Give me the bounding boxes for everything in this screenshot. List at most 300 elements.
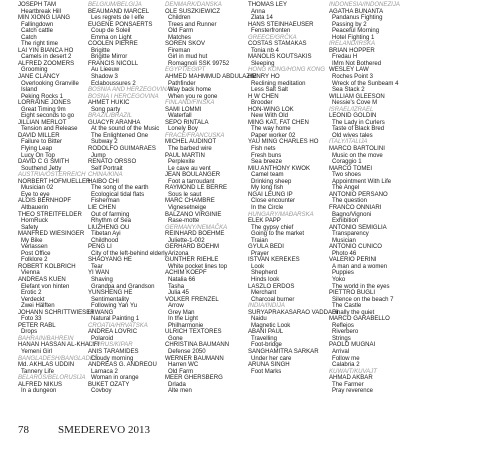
photo-title: Eight seconds to go: [21, 113, 75, 120]
photographer-name: ANTONIO SEMIGLIA: [329, 224, 387, 231]
photo-title: Arizona: [168, 250, 189, 257]
photographer-name: YAU MING CHARLES HO: [248, 139, 319, 146]
entries-column-3: [165, 2, 257, 395]
photographer-name: ROBERT KOLBRICH: [18, 263, 76, 270]
photo-title: My long fish: [251, 185, 284, 192]
photo-title: Pray reverence: [332, 388, 374, 395]
photographer-name: MING KAT, FAT CHEN: [248, 119, 309, 126]
photographer-name: HENRY HO: [248, 74, 280, 81]
photo-title: Merchant: [251, 290, 277, 297]
photographer-name: RODOLFO GUIMARAES: [88, 146, 156, 153]
photographer-name: ALFRED ZOOMERS: [18, 60, 75, 67]
photographer-name: ELEK PAPP: [248, 218, 281, 225]
country-heading: INDIA/INDIJA: [248, 303, 285, 310]
photographer-name: DAVID MILLER: [18, 132, 60, 139]
photo-title: Photo 46: [332, 250, 357, 257]
photographer-name: MANFRED WIESINGER: [18, 231, 85, 238]
country-heading: AUSTRIA/ÖSTERREICH: [18, 172, 86, 179]
photo-title: Elefant von hinten: [21, 283, 70, 290]
photo-title: Cloudy morning: [91, 355, 134, 362]
photographer-name: ALFRED NIKUS: [18, 381, 63, 388]
photo-title: Camels in desert 2: [21, 54, 72, 61]
photo-title: Childhood: [91, 237, 119, 244]
photographer-name: GYULA BEDI: [248, 244, 284, 251]
country-heading: DENMARK/DANSKA: [165, 2, 222, 8]
photographer-name: MANOLIS KOUTSAKIS: [248, 54, 312, 61]
country-heading: INDONESIA/INDONEZIJA: [329, 2, 400, 8]
photographer-name: RENATO ORSSO: [88, 159, 137, 166]
photographer-name: VOLKER FRENZEL: [165, 296, 219, 303]
photo-title: Coup de Soleil: [91, 28, 131, 35]
photographer-name: COSTAS STAMAKAS: [248, 41, 307, 48]
photo-title: Travelling: [251, 335, 277, 342]
photo-title: City of the left-behind elderly: [91, 250, 168, 257]
photographer-name: SHAOYANG HE: [88, 257, 132, 264]
photographer-name: BUKET OZATY: [88, 381, 130, 388]
country-heading: CHINA/KINA: [88, 172, 123, 179]
photo-title: Two shoes: [332, 172, 361, 179]
photo-title: Girl in mud hut: [168, 54, 208, 61]
photo-title: The song of the earth: [91, 185, 149, 192]
photo-title: Natalia 66: [168, 276, 196, 283]
photographer-name: ANIS TARAMIDES: [88, 348, 139, 355]
photographer-name: ANTONIO CUNICO: [329, 244, 382, 251]
photo-title: Post Office: [21, 250, 51, 257]
photo-title: Philharmonie: [168, 322, 204, 329]
entries-column-2: [88, 2, 172, 395]
photographer-name: OLE SUSZKIEWICZ: [165, 8, 221, 15]
photographer-name: WERNER BAUMANN: [165, 355, 224, 362]
photographer-name: LIUZHENG OU: [88, 224, 130, 231]
photo-title: Eye to eye: [21, 191, 50, 198]
photo-title: Covboy: [91, 388, 112, 395]
photographer-name: GERHARD BOEHM: [165, 244, 220, 251]
country-heading: GERMANY/NEMAČKA: [165, 224, 228, 231]
photo-title: Follow me: [332, 355, 360, 362]
photo-title: Look: [251, 263, 265, 270]
photo-title: Fish nets: [251, 146, 276, 153]
photographer-name: SANGHAMITRA SARKAR: [248, 348, 319, 355]
photo-title: When you re gone: [168, 93, 218, 100]
photo-title: Brooder: [251, 100, 273, 107]
photographer-name: DAVID C G SMITH: [18, 159, 69, 166]
photo-title: Fresh buns: [251, 152, 282, 159]
photo-title: Jump: [91, 152, 106, 159]
photographer-name: JILLIAN MERLOT: [18, 119, 67, 126]
photo-title: Altbauerin: [21, 204, 49, 211]
photo-title: Following Yan Yu: [91, 303, 138, 310]
photo-title: Waterfall: [168, 113, 192, 120]
country-heading: CYPRUS/KIPAR: [88, 342, 133, 349]
country-heading: BAHRAIN/BAHREIN: [18, 335, 74, 342]
photo-title: The world in the eyes: [332, 283, 390, 290]
photo-title: Anna: [251, 8, 266, 15]
photo-title: Southend Jetty: [21, 165, 62, 172]
photo-title: Foot Marks: [251, 368, 282, 375]
entries-area: [18, 2, 478, 402]
country-heading: CROATIA/HRVATSKA: [88, 322, 148, 329]
photo-title: The Lady in Curlers: [332, 119, 385, 126]
photo-title: New With Old: [251, 113, 288, 120]
photo-title: The way home: [251, 126, 291, 133]
photographer-name: HAIBO CHI: [88, 178, 119, 185]
photographer-name: JANE CLANCY: [18, 74, 60, 81]
photo-title: Defense 2050: [168, 348, 206, 355]
photo-title: Ecological tidal flats: [91, 191, 145, 198]
photo-title: Close encounter: [251, 198, 296, 205]
photographer-name: MIU ANTHONY KWOK: [248, 165, 311, 172]
photo-title: Foto 33: [21, 316, 42, 323]
photographer-name: EUGENE PONSAERTS: [88, 21, 153, 28]
photo-title: Old Farm: [168, 28, 194, 35]
photographer-name: MEER GHERSBERG: [165, 375, 223, 382]
photo-title: Emma on Light: [91, 34, 132, 41]
photographer-name: JOSEPH TAM: [18, 2, 57, 8]
photographer-name: FRANCIS NICOLL: [88, 60, 139, 67]
photo-title: Zlata 14: [251, 15, 273, 22]
photo-title: Transparency: [332, 231, 369, 238]
photographer-name: BEAUMAND MARCEL: [88, 8, 150, 15]
photo-title: Julia 45: [168, 290, 189, 297]
photographer-name: ANDREAS G. ANDREOU: [88, 362, 157, 369]
photographer-name: RAYMOND LE BERRE: [165, 185, 228, 192]
photo-title: At the sound of the Music: [91, 126, 160, 133]
photographer-name: MARC CHAMBRE: [165, 198, 215, 205]
photo-title: Paper worker 02: [251, 132, 296, 139]
photo-title: Children: [168, 15, 191, 22]
photo-title: Fensterfronten: [251, 28, 291, 35]
photo-title: The Castle: [332, 303, 362, 310]
photo-title: Out of farming: [91, 211, 130, 218]
photo-title: Appointment With Life: [332, 178, 392, 185]
photo-title: Brigitte: [91, 47, 110, 54]
photo-title: Shadow 3: [91, 74, 118, 81]
photo-title: Alte men: [168, 388, 192, 395]
photographer-name: MICHEL AUDINOT: [165, 139, 217, 146]
photo-title: Lucy On Top: [21, 152, 55, 159]
photo-title: Peking Rocks 1: [21, 93, 64, 100]
photographer-name: ACHIM KOEPF: [165, 270, 207, 277]
photo-title: Sea breeze: [251, 159, 282, 166]
photo-title: White pocket lines top: [168, 263, 228, 270]
photo-title: Sea Stack 2: [332, 87, 365, 94]
country-heading: BRAZIL/BRAZIL: [88, 113, 133, 120]
photo-title: Eclaboussures 2: [91, 80, 136, 87]
photographer-name: PAUL MARTIN: [165, 152, 205, 159]
photographer-name: ABANI PAUL: [248, 329, 284, 336]
photo-title: Peaceful Morning: [332, 28, 380, 35]
photo-title: Music on the move: [332, 152, 383, 159]
photo-title: In the Light: [168, 316, 198, 323]
photo-title: Rhythm of Sea: [91, 218, 131, 225]
country-heading: BELGIUM/BELGIJA: [88, 2, 142, 8]
photo-title: Sentimentality: [91, 296, 129, 303]
photo-title: Prayer: [251, 250, 269, 257]
photo-title: Tibetan Ayi: [91, 231, 121, 238]
photo-title: Strings: [332, 335, 351, 342]
photo-title: Way back home: [168, 87, 212, 94]
photographer-name: HANS STEINHAEUSER: [248, 21, 314, 28]
photographer-name: Md. AKHLAS UDDIN: [18, 362, 75, 369]
photographer-name: WESLEY LAW: [329, 67, 369, 74]
photo-title: Verdeckt: [21, 296, 45, 303]
photo-title: Pathfinder: [168, 80, 196, 87]
photo-title: Song party: [91, 106, 121, 113]
page-footer: [18, 424, 150, 436]
country-heading: FRACE/FRANCUSKA: [165, 132, 225, 139]
photo-title: HornRuck: [21, 218, 48, 225]
photographer-name: AGATHA BUNANTA: [329, 8, 384, 15]
photographer-name: AHMET HUKIC: [88, 100, 130, 107]
photographer-name: HON-WING LOK: [248, 106, 294, 113]
photo-title: Musician 02: [21, 185, 54, 192]
photographer-name: JEAN BOULANGER: [165, 172, 221, 179]
photo-title: Trees and Runner: [168, 21, 217, 28]
photographer-name: ARUNA SINGH: [248, 362, 290, 369]
photographer-name: MARCO GARABELLO: [329, 316, 390, 323]
photo-title: Catch: [21, 34, 37, 41]
photo-title: The Enlightened One: [91, 132, 149, 139]
photo-title: Failure to Bitter: [21, 139, 62, 146]
photo-title: Sleeping: [251, 60, 275, 67]
photo-title: IMm Not Bothered: [332, 60, 382, 67]
photo-title: Les regrets de l elfe: [91, 15, 145, 22]
photo-title: Tension and Release: [21, 126, 78, 133]
photo-title: Self Portrait: [91, 165, 123, 172]
photo-title: Hotel Fighting 1: [332, 34, 375, 41]
photographer-name: THEO STREITFELDER: [18, 211, 82, 218]
photographer-name: NGAI LEUNG IP: [248, 191, 293, 198]
photographer-name: LAI YIN BIANCA HO: [18, 47, 74, 54]
photo-title: Tannery Life: [21, 368, 54, 375]
photographer-name: AHMAD AKBAR: [329, 375, 373, 382]
photo-title: Gone: [168, 335, 183, 342]
country-heading: IRELAND/IRSKA: [329, 41, 376, 48]
photo-title: In a dungeon: [21, 388, 57, 395]
photo-title: Brigitte Mirror: [91, 54, 128, 61]
photo-title: Tonia nb 4: [251, 47, 279, 54]
photo-title: Drlada: [168, 381, 186, 388]
photographer-name: PIETTRO BUGLI: [329, 290, 376, 297]
photo-title: Safety: [21, 224, 39, 231]
photo-title: Matches: [168, 34, 191, 41]
photo-title: Vienna: [21, 270, 40, 277]
photo-title: The Angel: [332, 185, 360, 192]
photo-title: Reflejos: [332, 322, 354, 329]
photo-title: Subway 2: [91, 139, 118, 146]
country-heading: BOSNIA AND HERZEGOVINA/: [88, 87, 173, 94]
photographer-name: LI WANG: [88, 309, 114, 316]
photographer-name: ULRICH TEXTORES: [165, 329, 222, 336]
photo-title: Exhibition: [332, 218, 359, 225]
photo-title: Vignesetneige: [168, 204, 207, 211]
photographer-name: HANAN HASSAN AL-KHALIFI: [18, 342, 100, 349]
photo-title: Rase-motte: [168, 218, 200, 225]
photographer-name: ANDREA LOVRIC: [88, 329, 138, 336]
photo-title: Fireman: [168, 47, 191, 54]
photo-title: Harren WC: [168, 362, 199, 369]
photo-title: Heartbreak Hill: [21, 8, 61, 15]
photo-title: The gypsy chief: [251, 224, 294, 231]
country-heading: HONG KONG/HONG KONG: [248, 67, 325, 74]
photo-title: Arrow: [168, 303, 184, 310]
country-heading: GREECE/GRČKA: [248, 34, 297, 41]
photo-title: Traian: [251, 237, 268, 244]
photo-title: Wreck of the Sunbeam 4: [332, 80, 399, 87]
photo-title: Going to the market: [251, 231, 305, 238]
photographer-name: REINHARD BOEHME: [165, 231, 225, 238]
photo-title: Less Salt Salt: [251, 87, 288, 94]
photo-title: Taste of Black Bred: [332, 126, 385, 133]
photo-title: Riverbero: [332, 329, 359, 336]
photo-title: Fisherman: [91, 198, 120, 205]
photographer-name: GUACYR ARANHA: [88, 119, 141, 126]
photographer-name: SOREN SKOV: [165, 41, 205, 48]
photo-title: Le cave au vent: [168, 165, 211, 172]
photo-title: The Farmer: [332, 381, 364, 388]
photo-title: The question: [332, 198, 367, 205]
page-number: 78: [18, 424, 29, 436]
photographer-name: LORRAINE JONES: [18, 100, 71, 107]
photo-title: A man and a women: [332, 263, 388, 270]
photo-title: Foot a tarroudant: [168, 178, 215, 185]
photo-title: Bagno/Vignoni: [332, 211, 372, 218]
photographer-name: JOHANN SCHRITTWIESER: [18, 309, 95, 316]
photo-title: Yoko: [332, 276, 346, 283]
photo-title: Catch cattle: [21, 28, 53, 35]
photo-title: My Bike: [21, 237, 43, 244]
photographer-name: ALOIS BERNHOPF: [18, 198, 72, 205]
photographer-name: PETER RABL: [18, 322, 56, 329]
photo-title: Shepherd: [251, 270, 278, 277]
photo-title: Juliette-1-002: [168, 237, 205, 244]
country-heading: BANGLADESH/BANGLADEŠ: [18, 355, 98, 362]
entries-column-5: [329, 2, 400, 395]
photo-title: Magnetic Look: [251, 322, 291, 329]
photo-title: Shaving: [91, 276, 113, 283]
photographer-name: GUNTHER RIEHLE: [165, 257, 219, 264]
photographer-name: COOLEN PIERRE: [88, 41, 138, 48]
photographer-name: NORBERT HOFMUELLER: [18, 178, 91, 185]
photographer-name: WILLIAM GLEESON: [329, 93, 385, 100]
photo-title: Overlooking Granville: [21, 80, 79, 87]
photo-title: Finally the quiet: [332, 309, 375, 316]
photo-title: Romagnoli SSK 99752: [168, 60, 230, 67]
photographer-name: PAOLO MUGNAI: [329, 342, 376, 349]
photo-title: Tear: [91, 263, 103, 270]
photo-title: Grooming: [21, 67, 48, 74]
photographer-name: FRANCO ONNIARI: [329, 204, 382, 211]
photo-title: Folklore 2: [21, 257, 48, 264]
photo-title: Polaroid: [91, 335, 114, 342]
photographer-name: BALZANO VIRGINIE: [165, 211, 222, 218]
photographer-name: ANTONIO PERSANO: [329, 191, 388, 198]
photographer-name: LIE CHEN: [88, 204, 116, 211]
photo-title: Camel team: [251, 172, 284, 179]
photo-title: Arrival: [332, 348, 350, 355]
photographer-name: MIN XIONG LIANG: [18, 15, 71, 22]
photo-title: Charcoal burner: [251, 296, 295, 303]
photographer-name: AHMED MAHMMUD ABDULAZIM: [165, 74, 257, 81]
photo-title: Under her care: [251, 355, 292, 362]
photo-title: Au Lieeuw: [91, 67, 120, 74]
photo-title: Drops: [21, 329, 38, 336]
photographer-name: MARCO BARTOLINI: [329, 146, 385, 153]
country-heading: ITALY/ITALIJA: [329, 139, 368, 146]
photographer-name: LASZLO ERDOS: [248, 283, 295, 290]
photo-title: Flying Leap: [21, 146, 53, 153]
country-heading: EGYPT/EGIPT: [165, 67, 206, 74]
photographer-name: CHRISTINA BAUMANN: [165, 342, 230, 349]
photo-title: Zwei Hälften: [21, 303, 55, 310]
photo-title: Island: [21, 87, 38, 94]
country-heading: FINLAND/FINSKA: [165, 100, 215, 107]
country-heading: KUWAIT/KUVAJT: [329, 368, 377, 375]
photo-title: Old Farm: [168, 368, 194, 375]
photographer-name: BRIAN HOPPER: [329, 47, 375, 54]
country-heading: BOSNA I HERCEGOVINA: [88, 93, 159, 100]
photo-title: Fredau H: [332, 54, 358, 61]
photographer-name: ISTVAN KEREKES: [248, 257, 300, 264]
publication-title: SMEDEREVO 2013: [58, 424, 150, 436]
photo-title: Roches Point 3: [332, 74, 374, 81]
photographer-name: PENG LI: [88, 244, 112, 251]
photographer-name: VALERIO PERINI: [329, 257, 377, 264]
photo-title: Foot-bridge: [251, 342, 282, 349]
photo-title: Naidu: [251, 316, 267, 323]
photo-title: Fallingdown: [21, 21, 54, 28]
country-heading: BELARUS/BELORUSIJA: [18, 375, 86, 382]
photo-title: Tasha: [168, 283, 185, 290]
photo-title: Natural Painting 1: [91, 316, 140, 323]
photo-title: Great Timing 9m: [21, 106, 66, 113]
photo-title: Larnaca 2: [91, 368, 118, 375]
photo-title: Nessie's Cove M: [332, 100, 378, 107]
photo-title: Sous le saut: [168, 191, 202, 198]
photographer-name: H W CHEN: [248, 93, 279, 100]
photo-title: Passing by 2: [332, 21, 367, 28]
photo-title: Lonely Boy: [168, 126, 198, 133]
photo-title: The barbed wire: [168, 146, 212, 153]
photo-title: Erotic 2: [21, 290, 42, 297]
photo-title: Hinds look: [251, 276, 280, 283]
photo-title: Silence on the beach 7: [332, 296, 394, 303]
photo-title: Old wives tales: [332, 132, 373, 139]
photographer-name: YUNSHENG HE: [88, 290, 133, 297]
photo-title: Musician: [332, 237, 356, 244]
photo-title: Verlassen: [21, 244, 48, 251]
photographer-name: SURYAPRAKASARAO VADDADI: [248, 309, 339, 316]
photographer-name: MARCO TOMEI: [329, 165, 373, 172]
photo-title: Drinking sheep: [251, 178, 292, 185]
photographer-name: SEPO RINTALA: [165, 119, 209, 126]
photo-title: Grandpa and Grandson: [91, 283, 155, 290]
photo-title: Calabria 2: [332, 362, 360, 369]
photo-title: Perplexite: [168, 159, 195, 166]
photo-title: Pandanus Fighting: [332, 15, 383, 22]
photo-title: Puppies: [332, 270, 354, 277]
photo-title: Coraggio 1: [332, 159, 362, 166]
photo-title: Yemeni Girl: [21, 348, 53, 355]
photo-title: Reclining meditation: [251, 80, 306, 87]
photographer-name: SAMI LOMMI: [165, 106, 202, 113]
photo-title: Woman in orange: [91, 375, 139, 382]
entries-column-4: [248, 2, 338, 375]
photo-title: The right time: [21, 41, 58, 48]
photographer-name: THOMAS LEY: [248, 2, 287, 8]
country-heading: HUNGARY/MAĐARSKA: [248, 211, 314, 218]
photo-title: Grey Man: [168, 309, 195, 316]
